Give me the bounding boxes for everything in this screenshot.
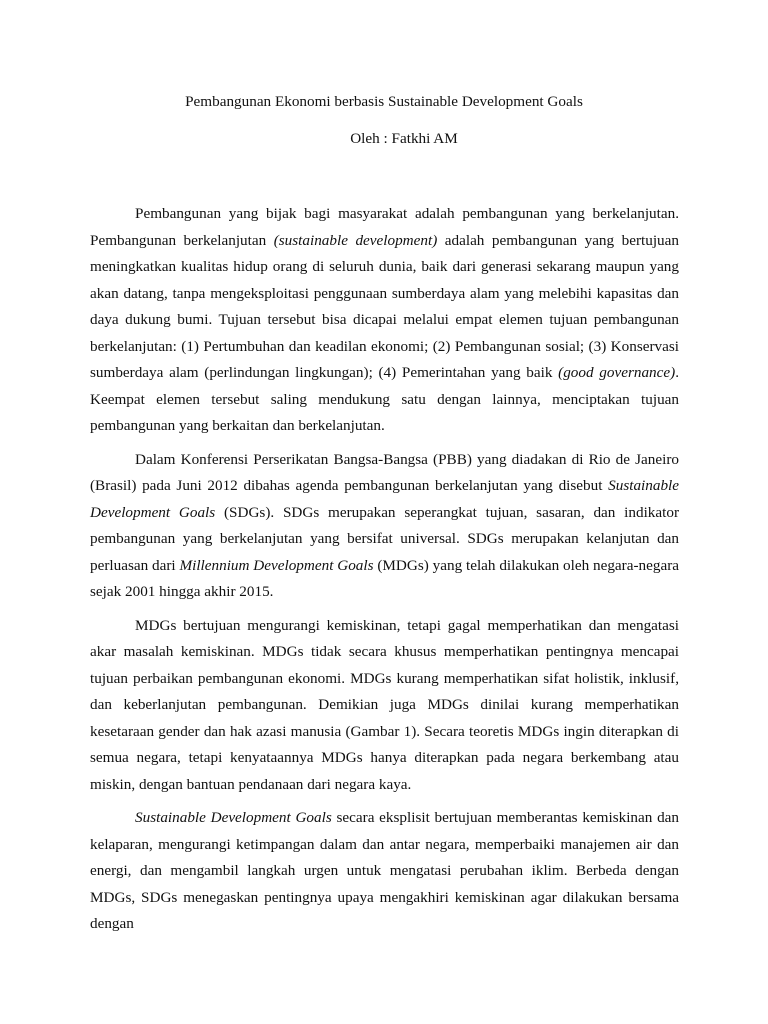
italic-text-run: (sustainable development)	[273, 231, 438, 249]
italic-text-run: Sustainable Development Goals	[135, 809, 332, 826]
paragraph	[90, 447, 679, 606]
italic-text-run: (good governance)	[558, 364, 676, 381]
italic-text-run: Sustainable Development Goals	[90, 477, 679, 521]
text-run: secara eksplisit bertujuan memberantas kemiskinan dan kelaparan, mengurangi ketimpangan dalam dan antar negara, memperbaiki manajemen air dan energi, dan mengambil langkah urgen untuk mengatasi perubahan iklim. Berbeda dengan MDGs, SDGs menegaskan pentingnya upaya mengakhiri kemiskinan agar dilakukan bersama dengan	[90, 809, 680, 932]
text-run: . Keempat elemen tersebut saling mendukung satu dengan lainnya, menciptakan tujuan pembangunan yang berkaitan dan berkelanjutan.	[90, 364, 679, 434]
paragraph	[90, 613, 679, 799]
author-line: Oleh : Fatkhi AM	[350, 130, 458, 147]
italic-text-run: Millennium Development Goals	[179, 556, 374, 574]
text-run: Dalam Konferensi Perserikatan Bangsa-Bangsa (PBB) yang diadakan di Rio de Janeiro (Brasil) pada Juni 2012 dibahas agenda pembangunan berkelanjutan yang disebut	[90, 450, 679, 494]
text-run: adalah pembangunan yang bertujuan meningkatkan kualitas hidup orang di seluruh dunia, baik dari generasi sekarang maupun yang akan datang, tanpa mengeksploitasi penggunaan sumberdaya alam yang melebihi kapasitas dan daya dukung bumi. Tujuan tersebut bisa dicapai melalui empat elemen tujuan pembangunan berkelanjutan: (1) Pertumbuhan dan keadilan ekonomi; (2) Pembangunan sosial; (3) Konservasi sumberdaya alam (perlindungan lingkungan); (4) Pemerintahan yang baik	[90, 231, 679, 381]
paragraph	[90, 805, 679, 938]
text-run: (MDGs) yang telah dilakukan oleh negara-negara sejak 2001 hingga akhir 2015.	[90, 556, 679, 600]
document-body	[90, 201, 679, 945]
text-run: MDGs bertujuan mengurangi kemiskinan, tetapi gagal memperhatikan dan mengatasi akar masalah kemiskinan. MDGs tidak secara khusus memperhatikan pentingnya mencapai tujuan perbaikan pembangunan ekonomi. MDGs kurang memperhatikan sifat holistik, inklusif, dan keberlanjutan pembangunan. Demikian juga MDGs dinilai kurang memperhatikan kesetaraan gender dan hak azasi manusia (Gambar 1). Secara teoretis MDGs ingin diterapkan di semua negara, tetapi kenyataannya MDGs hanya diterapkan pada negara berkembang atau miskin, dengan bantuan pendanaan dari negara kaya.	[90, 616, 679, 793]
paragraph	[90, 201, 679, 440]
text-run: (SDGs). SDGs merupakan seperangkat tujuan, sasaran, dan indikator pembangunan yang berkelanjutan yang bersifat universal. SDGs merupakan kelanjutan dan perluasan dari	[90, 503, 679, 574]
text-run: Pembangunan yang bijak bagi masyarakat adalah pembangunan yang berkelanjutan. Pembangunan berkelanjutan	[90, 205, 679, 249]
document-title: Pembangunan Ekonomi berbasis Sustainable Development Goals	[185, 93, 583, 110]
